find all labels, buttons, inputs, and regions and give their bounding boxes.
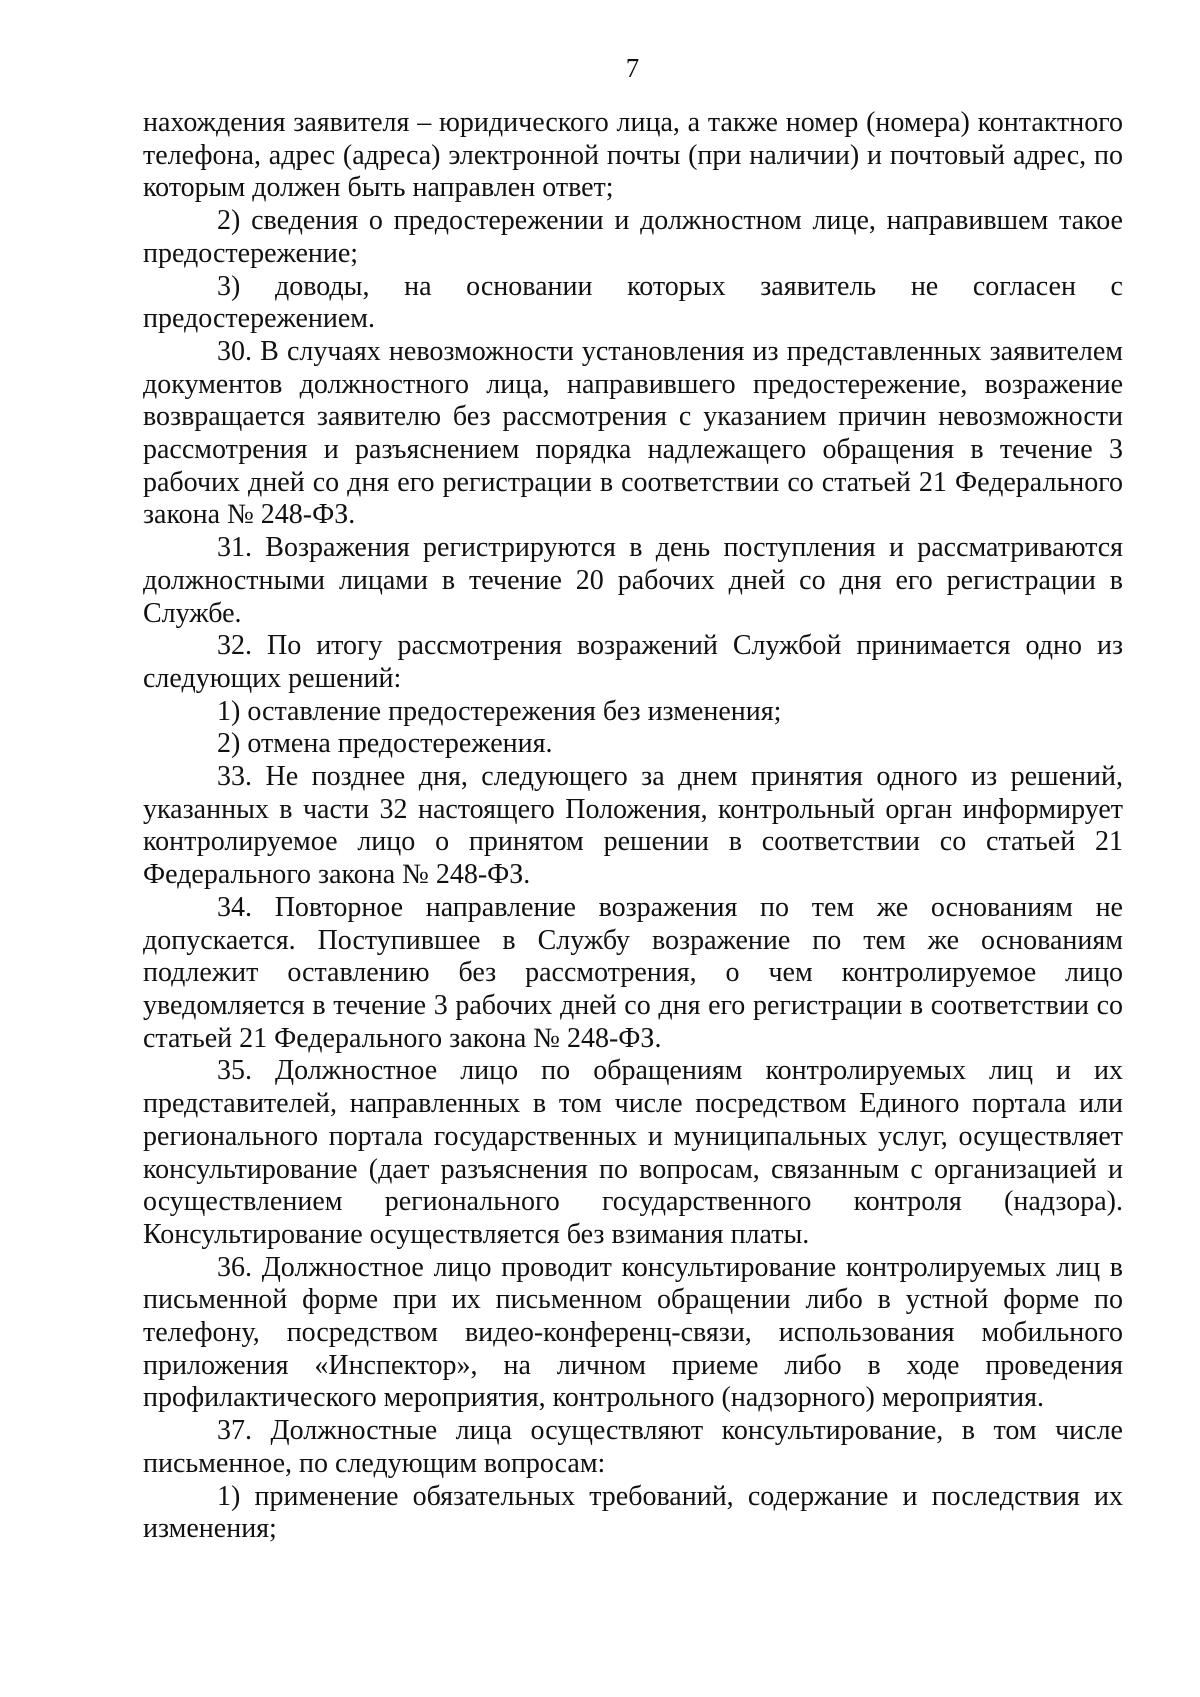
clause-37-item-1: 1) применение обязательных требований, содержание и последствия их изменения;	[143, 1480, 1123, 1545]
clause-32-item-2: 2) отмена предостережения.	[217, 728, 553, 760]
clause-30: 30. В случаях невозможности установления из представленных заявителем документов должностного лица, направившего предостережение, возражение возвращается заявителю без рассмотрения с указанием причин невозможности рассмотрения и разъяснением порядка надлежащего обращения в течение 3 рабочих дней со дня его регистрации в соответствии со статьей 21 Федерального закона № 248-ФЗ.	[143, 335, 1123, 531]
list-item-3: 3) доводы, на основании которых заявитель не согласен с предостережением.	[143, 270, 1123, 335]
document-body	[143, 107, 1123, 1546]
clause-31: 31. Возражения регистрируются в день поступления и рассматриваются должностными лицами в течение 20 рабочих дней со дня его регистрации в Службе.	[143, 532, 1123, 629]
clause-32-item-1: 1) оставление предостережения без изменения;	[217, 695, 782, 727]
clause-34: 34. Повторное направление возражения по тем же основаниям не допускается. Поступившее в Службу возражение по тем же основаниям подлежит оставлению без рассмотрения, о чем контролируемое лицо уведомляется в течение 3 рабочих дней со дня его регистрации в соответствии со статьей 21 Федерального закона № 248-ФЗ.	[143, 891, 1123, 1054]
clause-37: 37. Должностные лица осуществляют консультирование, в том числе письменное, по следующим вопросам:	[143, 1415, 1123, 1479]
clause-35: 35. Должностное лицо по обращениям контролируемых лиц и их представителей, направленных в том числе посредством Единого портала или регионального портала государственных и муниципальных услуг, осуществляет консультирование (дает разъяснения по вопросам, связанным с организацией и осуществлением регионального государственного контроля (надзора). Консультирование осуществляется без взимания платы.	[143, 1055, 1123, 1250]
page-number: 7	[625, 53, 640, 83]
clause-32: 32. По итогу рассмотрения возражений Службой принимается одно из следующих решений:	[143, 630, 1123, 694]
clause-33: 33. Не позднее дня, следующего за днем принятия одного из решений, указанных в части 32 настоящего Положения, контрольный орган информирует контролируемое лицо о принятом решении в соответствии со статьей 21 Федерального закона № 248-ФЗ.	[143, 761, 1123, 891]
list-item-2: 2) сведения о предостережении и должностном лице, направившем такое предостережение;	[143, 205, 1123, 269]
paragraph-continuation: нахождения заявителя – юридического лица, а также номер (номера) контактного телефона, адрес (адреса) электронной почты (при наличии) и почтовый адрес, по которым должен быть направлен ответ;	[143, 107, 1123, 204]
clause-36: 36. Должностное лицо проводит консультирование контролируемых лиц в письменной форме при их письменном обращении либо в устной форме по телефону, посредством видео-конференц-связи, использования мобильного приложения «Инспектор», на личном приеме либо в ходе проведения профилактического мероприятия, контрольного (надзорного) мероприятия.	[143, 1251, 1123, 1414]
